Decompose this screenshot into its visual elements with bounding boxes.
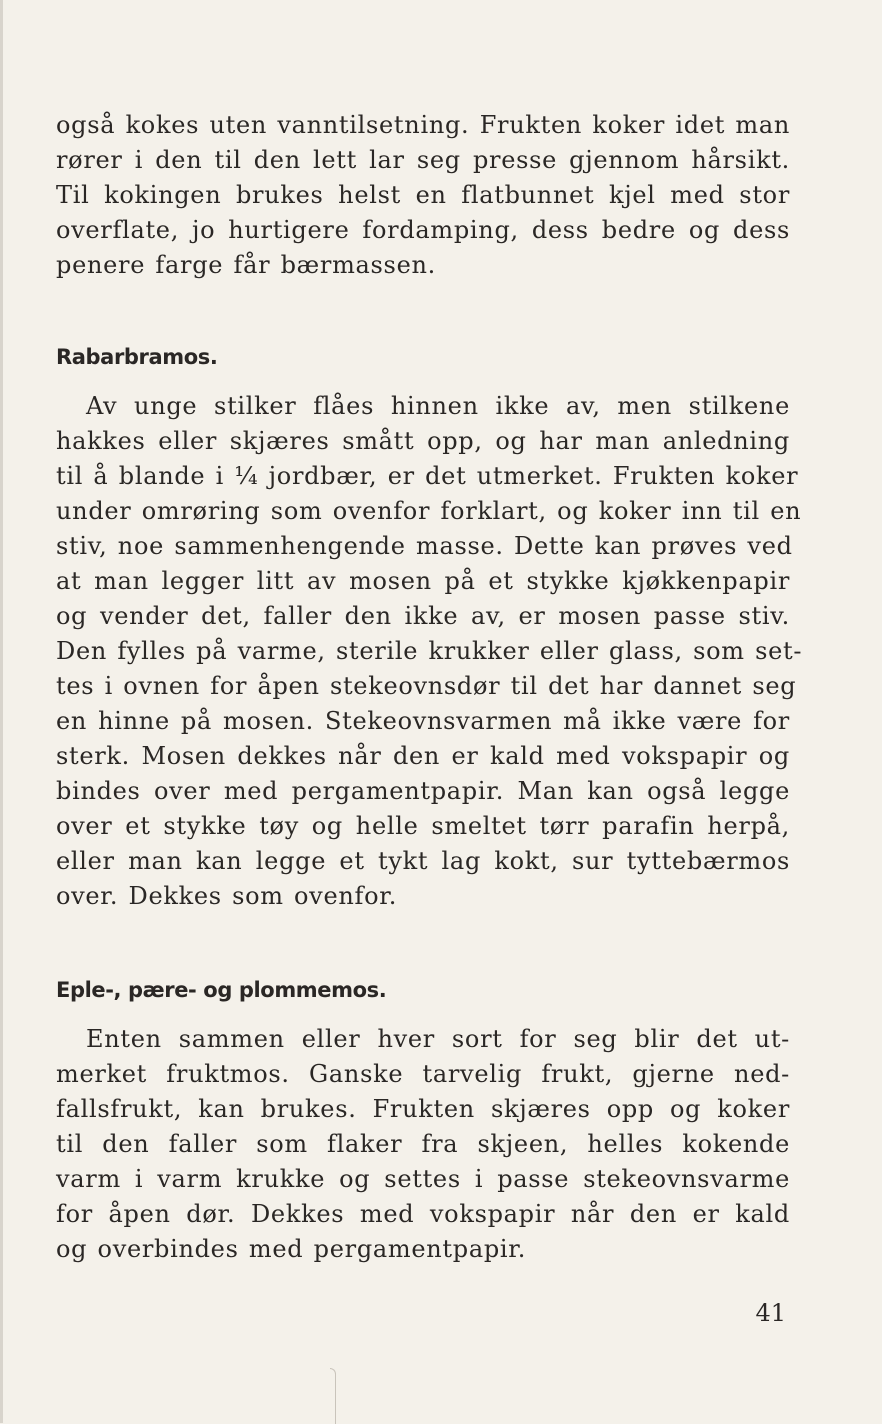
body-line: og overbindes med pergamentpapir. xyxy=(56,1235,527,1263)
intro-line: rører i den til den lett lar seg presse gjennom hårsikt. xyxy=(56,146,790,174)
body-line: til å blande i ¼ jordbær, er det utmerket. Frukten koker xyxy=(56,462,799,490)
body-line: Enten sammen eller hver sort for seg blir det ut- xyxy=(86,1025,790,1053)
section-heading-rabarbramos: Rabarbramos. xyxy=(56,345,218,369)
intro-line: overflate, jo hurtigere fordamping, dess bedre og dess xyxy=(56,216,790,244)
body-line: eller man kan legge et tykt lag kokt, sur tyttebærmos xyxy=(56,847,790,875)
page-edge xyxy=(0,0,3,1423)
body-line: tes i ovnen for åpen stekeovnsdør til det har dannet seg xyxy=(56,672,797,700)
body-line: bindes over med pergamentpapir. Man kan også legge xyxy=(56,777,790,805)
body-line: Den fylles på varme, sterile krukker eller glass, som set- xyxy=(56,637,803,665)
intro-line: penere farge får bærmassen. xyxy=(56,251,436,279)
page-tab-mark xyxy=(330,1368,336,1424)
intro-line: også kokes uten vanntilsetning. Frukten koker idet man xyxy=(56,111,791,139)
body-line: varm i varm krukke og settes i passe stekeovnsvarme xyxy=(56,1165,790,1193)
body-line: Av unge stilker flåes hinnen ikke av, men stilkene xyxy=(86,392,790,420)
body-line: til den faller som flaker fra skjeen, helles kokende xyxy=(56,1130,790,1158)
body-line: for åpen dør. Dekkes med vokspapir når den er kald xyxy=(56,1200,790,1228)
body-line: merket fruktmos. Ganske tarvelig frukt, gjerne ned- xyxy=(56,1060,790,1088)
body-line: fallsfrukt, kan brukes. Frukten skjæres opp og koker xyxy=(56,1095,790,1123)
body-line: stiv, noe sammenhengende masse. Dette kan prøves ved xyxy=(56,532,793,560)
body-line: under omrøring som ovenfor forklart, og koker inn til en xyxy=(56,497,802,525)
page-number: 41 xyxy=(755,1299,786,1327)
body-line: sterk. Mosen dekkes når den er kald med vokspapir og xyxy=(56,742,790,770)
body-line: en hinne på mosen. Stekeovnsvarmen må ikke være for xyxy=(56,707,790,735)
body-line: at man legger litt av mosen på et stykke kjøkkenpapir xyxy=(56,567,790,595)
body-line: over et stykke tøy og helle smeltet tørr parafin herpå, xyxy=(56,812,790,840)
body-line: hakkes eller skjæres smått opp, og har man anledning xyxy=(56,427,790,455)
intro-line: Til kokingen brukes helst en flatbunnet kjel med stor xyxy=(56,181,790,209)
body-line: over. Dekkes som ovenfor. xyxy=(56,882,398,910)
section-heading-eplemos: Eple-, pære- og plommemos. xyxy=(56,978,387,1002)
body-line: og vender det, faller den ikke av, er mosen passe stiv. xyxy=(56,602,790,630)
